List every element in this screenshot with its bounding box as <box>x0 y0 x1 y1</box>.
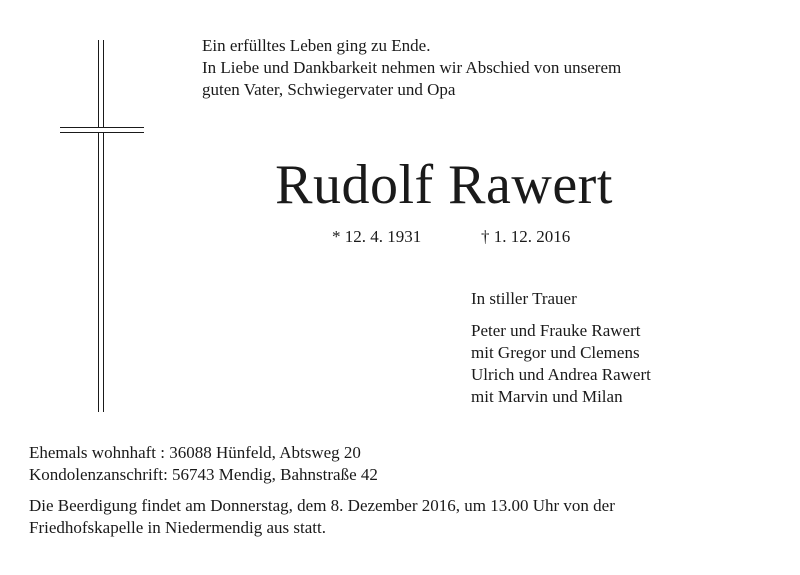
mourner-line: Ulrich und Andrea Rawert <box>471 365 651 384</box>
condolence-address: Kondolenzanschrift: 56743 Mendig, Bahnstraße 42 <box>29 465 378 484</box>
mourner-line: mit Marvin und Milan <box>471 387 623 406</box>
mourner-line: Peter und Frauke Rawert <box>471 321 641 340</box>
funeral-line: Die Beerdigung findet am Donnerstag, dem 8. Dezember 2016, um 13.00 Uhr von der <box>29 496 615 515</box>
birth-date: * 12. 4. 1931 <box>332 227 422 246</box>
mourner-line: mit Gregor und Clemens <box>471 343 640 362</box>
deceased-name-block <box>0 150 800 220</box>
mourners-heading: In stiller Trauer <box>471 289 577 308</box>
intro-line: In Liebe und Dankbarkeit nehmen wir Abschied von unserem <box>202 58 622 77</box>
funeral-info <box>29 495 769 539</box>
funeral-line: Friedhofskapelle in Niedermendig aus statt. <box>29 518 326 537</box>
address-block <box>29 442 378 486</box>
intro-line: Ein erfülltes Leben ging zu Ende. <box>202 36 431 55</box>
death-date: † 1. 12. 2016 <box>481 227 571 246</box>
cross-icon <box>60 40 144 412</box>
mourners-block <box>471 288 651 408</box>
intro-line: guten Vater, Schwiegervater und Opa <box>202 80 456 99</box>
intro-text <box>202 35 621 101</box>
cross-vertical-beam <box>98 40 104 412</box>
deceased-name: Rudolf Rawert <box>275 154 613 216</box>
former-residence: Ehemals wohnhaft : 36088 Hünfeld, Abtsweg 20 <box>29 443 361 462</box>
